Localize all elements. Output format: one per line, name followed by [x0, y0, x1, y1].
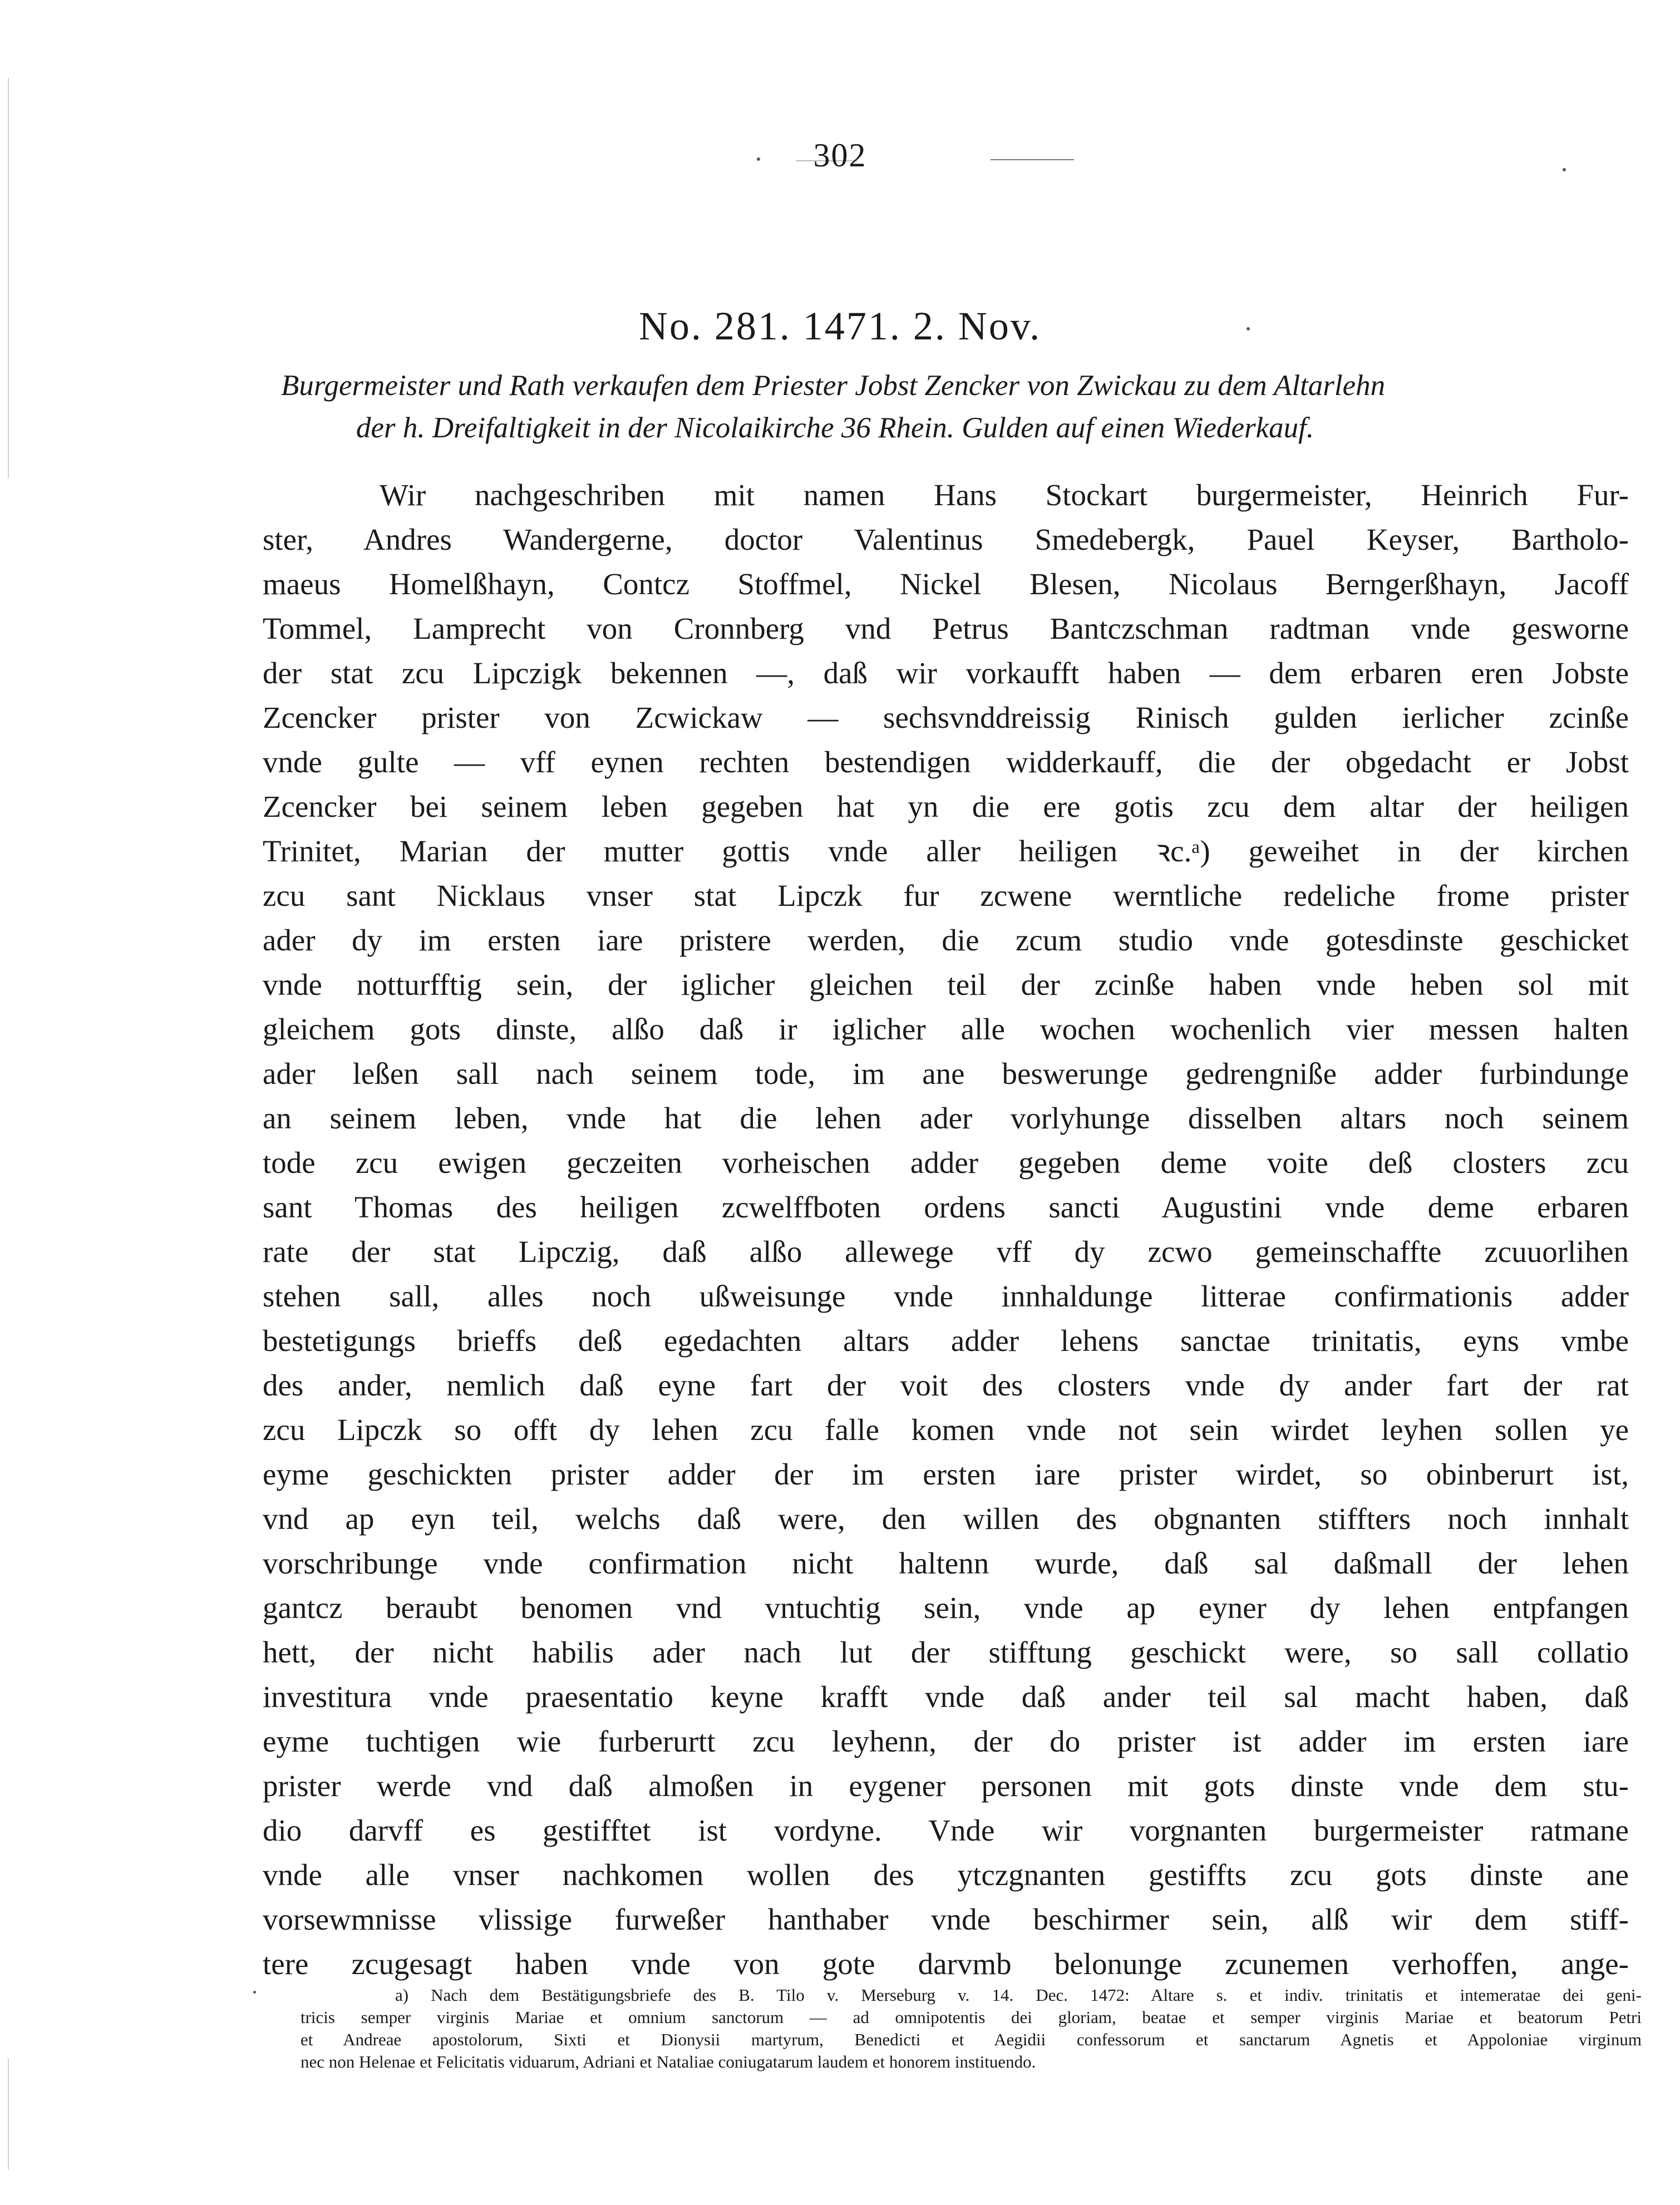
- body-line: Wir nachgeschriben mit namen Hans Stockart burgermeister, Heinrich Fur-: [380, 478, 1629, 512]
- body-line: eyme geschickten prister adder der im ersten iare prister wirdet, so obinberurt ist,: [263, 1457, 1629, 1491]
- footnote-line: nec non Helenae et Felicitatis viduarum, Adriani et Nataliae coniugatarum laudem et honorem instituendo.: [300, 2052, 1036, 2071]
- footnote-dot: [253, 1991, 256, 1994]
- body-line: ader leßen sall nach seinem tode, im ane beswerunge gedrengnißе adder furbindunge: [263, 1057, 1629, 1091]
- body-line: rate der stat Lipczig, daß alßo allewege vff dy zcwo gemeinschaffte zcuuorlihen: [263, 1235, 1629, 1269]
- header-dot-right: [1563, 168, 1566, 171]
- document-summary: [281, 364, 1622, 449]
- body-line: vnde alle vnser nachkomen wollen des ytczgnanten gestiffts zcu gots dinste ane: [263, 1858, 1629, 1892]
- body-line: eyme tuchtigen wie furberurtt zcu leyhenn, der do prister ist adder im ersten iare: [263, 1724, 1629, 1758]
- footnote-line: tricis semper virginis Mariae et omnium sanctorum — ad omnipotentis dei gloriam, beatae et semper virginis Mariae et beatorum Petri: [300, 2007, 1642, 2027]
- footnotes: [300, 1984, 1642, 2073]
- body-text: [263, 473, 1629, 1986]
- footnote-line: et Andreae apostolorum, Sixti et Dionysii martyrum, Benedicti et Aegidii confessorum et sanctarum Agnetis et Appoloniae virginum: [300, 2030, 1642, 2049]
- page-number: 302: [813, 137, 867, 174]
- body-line: tode zcu ewigen geczeiten vorheischen adder gegeben deme voite deß closters zcu: [263, 1146, 1629, 1180]
- body-line: maeus Homelßhayn, Contcz Stoffmel, Nickel Blesen, Nicolaus Berngerßhayn, Jacoff: [263, 567, 1629, 601]
- summary-line-1: Burgermeister und Rath verkaufen dem Priester Jobst Zencker von Zwickau zu dem Altarlehn: [281, 369, 1386, 402]
- summary-line-2: der h. Dreifaltigkeit in der Nicolaikirche 36 Rhein. Gulden auf einen Wiederkauf.: [356, 412, 1314, 444]
- body-line: investitura vnde praesentatio keyne krafft vnde daß ander teil sal macht haben, daß: [263, 1680, 1629, 1714]
- body-line: Zcencker bei seinem leben gegeben hat yn die ere gotis zcu dem altar der heiligen: [263, 790, 1629, 823]
- document-heading: No. 281. 1471. 2. Nov.: [638, 304, 1042, 348]
- footnote-line: a) Nach dem Bestätigungsbriefe des B. Tilo v. Merseburg v. 14. Dec. 1472: Altare s. et indiv. trinitatis et intemeratae dei geni-: [395, 1985, 1642, 2005]
- body-line: sant Thomas des heiligen zcwelffboten ordens sancti Augustini vnde deme erbaren: [263, 1190, 1629, 1224]
- body-line: zcu sant Nicklaus vnser stat Lipczk fur zcwene werntliche redeliche frome prister: [263, 879, 1629, 912]
- body-line: an seinem leben, vnde hat die lehen ader vorlyhunge disselben altars noch seinem: [263, 1101, 1629, 1135]
- body-line: Tommel, Lamprecht von Cronnberg vnd Petrus Bantczschman radtman vnde gesworne: [263, 611, 1629, 645]
- body-line: ster, Andres Wandergerne, doctor Valentinus Smedebergk, Pauel Keyser, Bartholo-: [263, 522, 1629, 556]
- body-line: zcu Lipczk so offt dy lehen zcu falle komen vnde not sein wirdet leyhen sollen ye: [263, 1413, 1629, 1447]
- body-line: ader dy im ersten iare pristere werden, die zcum studio vnde gotesdinste geschicket: [263, 923, 1629, 957]
- header-dash-right: [991, 159, 1074, 160]
- heading-dot: [1247, 327, 1250, 330]
- body-line: bestetigungs brieffs deß egedachten altars adder lehens sanctae trinitatis, eyns vmbe: [263, 1324, 1629, 1358]
- body-line: hett, der nicht habilis ader nach lut der stifftung geschickt were, so sall collatio: [263, 1635, 1629, 1669]
- body-line: des ander, nemlich daß eyne fart der voit des closters vnde dy ander fart der rat: [263, 1368, 1629, 1402]
- body-line: vnde gulte — vff eynen rechten bestendigen widderkauff, die der obgedacht er Jobst: [263, 745, 1629, 779]
- left-margin-rule-lower: [8, 2059, 9, 2170]
- body-line: vorschribunge vnde confirmation nicht haltenn wurde, daß sal daßmall der lehen: [263, 1546, 1629, 1580]
- body-line: vorsewmnisse vlissige furweßer hanthaber vnde beschirmer sein, alß wir dem stiff-: [263, 1902, 1629, 1936]
- body-line: Trinitet, Marian der mutter gottis vnde aller heiligen ꝛc.ᵃ) geweihet in der kirchen: [263, 834, 1629, 868]
- body-line: dio darvff es gestifftet ist vordyne. Vnde wir vorgnanten burgermeister ratmane: [263, 1813, 1629, 1847]
- body-line: tere zcugesagt haben vnde von gote darvmb belonunge zcunemen verhoffen, ange-: [263, 1947, 1629, 1981]
- body-line: gleichem gots dinste, alßo daß ir iglicher alle wochen wochenlich vier messen halten: [263, 1012, 1629, 1046]
- body-line: vnde notturfftig sein, der iglicher gleichen teil der zcinße haben vnde heben sol mit: [263, 968, 1629, 1002]
- body-line: vnd ap eyn teil, welchs daß were, den willen des obgnanten stiffters noch innhalt: [263, 1502, 1629, 1536]
- body-line: gantcz beraubt benomen vnd vntuchtig sein, vnde ap eyner dy lehen entpfangen: [263, 1591, 1629, 1625]
- body-line: Zcencker prister von Zcwickaw — sechsvnddreissig Rinisch gulden ierlicher zcinße: [263, 701, 1629, 734]
- body-line: der stat zcu Lipczigk bekennen —, daß wir vorkaufft haben — dem erbaren eren Jobste: [263, 656, 1629, 690]
- body-line: stehen sall, alles noch ußweisunge vnde innhaldunge litterae confirmationis adder: [263, 1279, 1629, 1313]
- body-line: prister werde vnd daß almoßen in eygener personen mit gots dinste vnde dem stu-: [263, 1769, 1629, 1803]
